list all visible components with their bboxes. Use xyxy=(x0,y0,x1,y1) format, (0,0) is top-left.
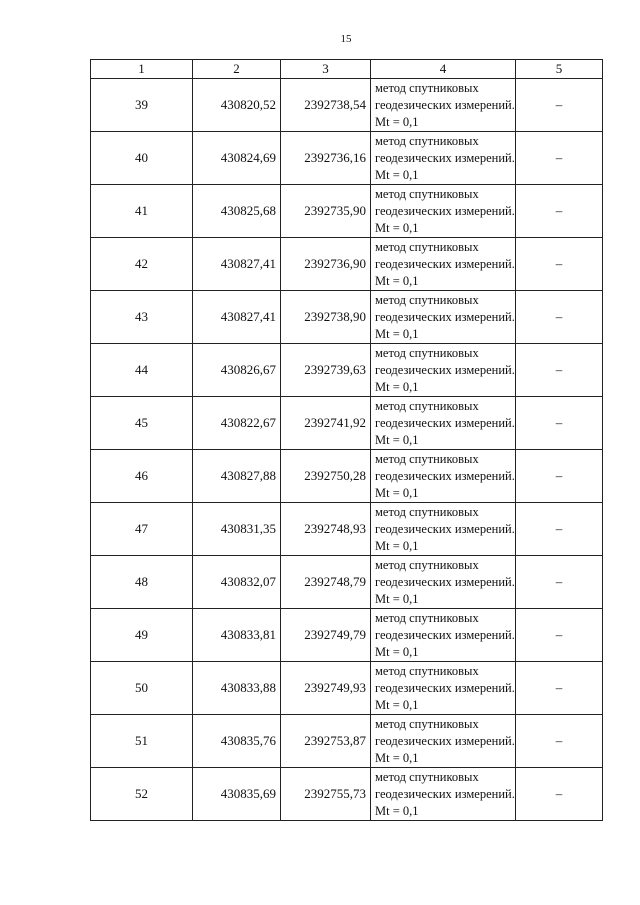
x-coordinate-cell: 430827,41 xyxy=(193,291,281,344)
y-coordinate-cell: 2392736,90 xyxy=(281,238,371,291)
method-cell: метод спутниковых геодезических измерений. Mt = 0,1 xyxy=(371,185,516,238)
point-number-cell: 52 xyxy=(91,768,193,821)
y-coordinate-cell: 2392748,79 xyxy=(281,556,371,609)
note-cell: – xyxy=(516,132,603,185)
point-number-cell: 51 xyxy=(91,715,193,768)
x-coordinate-cell: 430832,07 xyxy=(193,556,281,609)
point-number-cell: 45 xyxy=(91,397,193,450)
x-coordinate-cell: 430831,35 xyxy=(193,503,281,556)
column-header-2: 2 xyxy=(193,60,281,79)
table-row xyxy=(91,132,603,185)
method-cell: метод спутниковых геодезических измерений. Mt = 0,1 xyxy=(371,450,516,503)
note-cell: – xyxy=(516,768,603,821)
point-number-cell: 42 xyxy=(91,238,193,291)
note-cell: – xyxy=(516,397,603,450)
y-coordinate-cell: 2392749,79 xyxy=(281,609,371,662)
method-cell: метод спутниковых геодезических измерений. Mt = 0,1 xyxy=(371,609,516,662)
method-cell: метод спутниковых геодезических измерений. Mt = 0,1 xyxy=(371,503,516,556)
method-cell: метод спутниковых геодезических измерений. Mt = 0,1 xyxy=(371,238,516,291)
table-row xyxy=(91,556,603,609)
y-coordinate-cell: 2392739,63 xyxy=(281,344,371,397)
note-cell: – xyxy=(516,291,603,344)
y-coordinate-cell: 2392736,16 xyxy=(281,132,371,185)
note-cell: – xyxy=(516,450,603,503)
note-cell: – xyxy=(516,662,603,715)
note-cell: – xyxy=(516,503,603,556)
point-number-cell: 41 xyxy=(91,185,193,238)
x-coordinate-cell: 430826,67 xyxy=(193,344,281,397)
x-coordinate-cell: 430825,68 xyxy=(193,185,281,238)
method-cell: метод спутниковых геодезических измерений. Mt = 0,1 xyxy=(371,715,516,768)
column-header-5: 5 xyxy=(516,60,603,79)
x-coordinate-cell: 430824,69 xyxy=(193,132,281,185)
table-row xyxy=(91,768,603,821)
table-row xyxy=(91,397,603,450)
y-coordinate-cell: 2392741,92 xyxy=(281,397,371,450)
y-coordinate-cell: 2392748,93 xyxy=(281,503,371,556)
y-coordinate-cell: 2392753,87 xyxy=(281,715,371,768)
method-cell: метод спутниковых геодезических измерений. Mt = 0,1 xyxy=(371,556,516,609)
point-number-cell: 46 xyxy=(91,450,193,503)
point-number-cell: 47 xyxy=(91,503,193,556)
y-coordinate-cell: 2392755,73 xyxy=(281,768,371,821)
method-cell: метод спутниковых геодезических измерений. Mt = 0,1 xyxy=(371,291,516,344)
point-number-cell: 39 xyxy=(91,79,193,132)
point-number-cell: 49 xyxy=(91,609,193,662)
note-cell: – xyxy=(516,715,603,768)
point-number-cell: 44 xyxy=(91,344,193,397)
note-cell: – xyxy=(516,79,603,132)
column-header-4: 4 xyxy=(371,60,516,79)
note-cell: – xyxy=(516,556,603,609)
table-body xyxy=(91,79,603,821)
point-number-cell: 40 xyxy=(91,132,193,185)
method-cell: метод спутниковых геодезических измерений. Mt = 0,1 xyxy=(371,397,516,450)
y-coordinate-cell: 2392750,28 xyxy=(281,450,371,503)
table-row xyxy=(91,450,603,503)
x-coordinate-cell: 430835,69 xyxy=(193,768,281,821)
page-number: 15 xyxy=(340,33,352,45)
column-header-3: 3 xyxy=(281,60,371,79)
method-cell: метод спутниковых геодезических измерений. Mt = 0,1 xyxy=(371,768,516,821)
note-cell: – xyxy=(516,609,603,662)
point-number-cell: 43 xyxy=(91,291,193,344)
table-row xyxy=(91,344,603,397)
point-number-cell: 48 xyxy=(91,556,193,609)
table-row xyxy=(91,503,603,556)
x-coordinate-cell: 430827,88 xyxy=(193,450,281,503)
table-row xyxy=(91,609,603,662)
y-coordinate-cell: 2392735,90 xyxy=(281,185,371,238)
x-coordinate-cell: 430820,52 xyxy=(193,79,281,132)
method-cell: метод спутниковых геодезических измерений. Mt = 0,1 xyxy=(371,662,516,715)
y-coordinate-cell: 2392749,93 xyxy=(281,662,371,715)
coordinates-table xyxy=(90,59,603,821)
note-cell: – xyxy=(516,238,603,291)
table-row xyxy=(91,291,603,344)
point-number-cell: 50 xyxy=(91,662,193,715)
table-header-row xyxy=(91,60,603,79)
x-coordinate-cell: 430822,67 xyxy=(193,397,281,450)
column-header-1: 1 xyxy=(91,60,193,79)
method-cell: метод спутниковых геодезических измерений. Mt = 0,1 xyxy=(371,132,516,185)
table-row xyxy=(91,238,603,291)
table-row xyxy=(91,79,603,132)
y-coordinate-cell: 2392738,54 xyxy=(281,79,371,132)
note-cell: – xyxy=(516,344,603,397)
x-coordinate-cell: 430833,81 xyxy=(193,609,281,662)
x-coordinate-cell: 430835,76 xyxy=(193,715,281,768)
method-cell: метод спутниковых геодезических измерений. Mt = 0,1 xyxy=(371,79,516,132)
y-coordinate-cell: 2392738,90 xyxy=(281,291,371,344)
table-row xyxy=(91,185,603,238)
table-row xyxy=(91,715,603,768)
x-coordinate-cell: 430827,41 xyxy=(193,238,281,291)
method-cell: метод спутниковых геодезических измерений. Mt = 0,1 xyxy=(371,344,516,397)
table-row xyxy=(91,662,603,715)
x-coordinate-cell: 430833,88 xyxy=(193,662,281,715)
note-cell: – xyxy=(516,185,603,238)
